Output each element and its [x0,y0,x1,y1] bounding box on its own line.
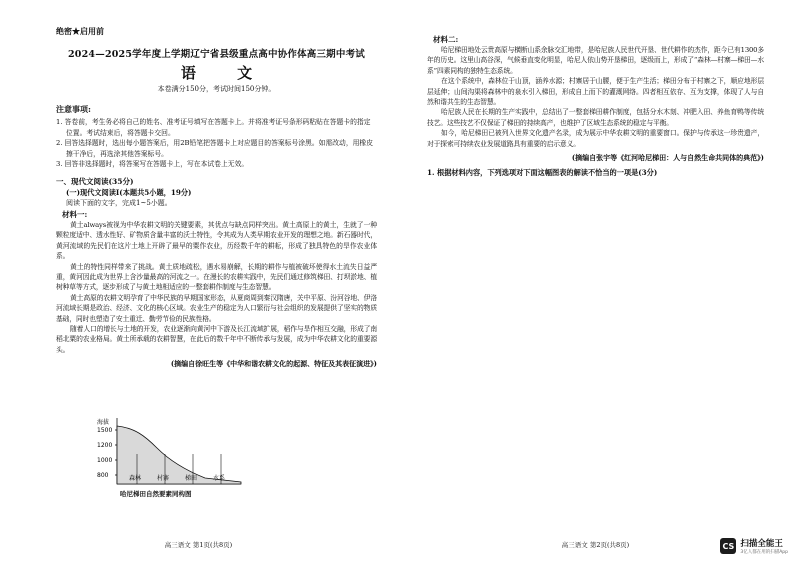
source-citation: (摘编自徐旺生等《中华和谐农耕文化的起源、特征及其表征演进》) [170,359,377,369]
paragraph: 哈尼梯田地处云贵高原与横断山系余脉交汇地带，是哈尼族人民世代开垦、世代耕作的杰作，距今已有1300多年的历史。这里山高谷深，气候垂直变化明显，哈尼人依山势开垦梯田，逐级而上，形成了“森林—村寨—梯田—水系”四素同构的独特生态系统。 [427,46,764,75]
paragraph: 随着人口的增长与土地的开发，农业逐渐向黄河中下游及长江流域扩展，稻作与旱作相互交融，形成了南稻北粟的农业格局。黄土所承载的农耕智慧，在此后的数千年中不断传承与发展，成为中华农耕文化的重要源头。 [56,325,377,354]
right-page [397,0,794,561]
scanner-tagline: 3亿人都在用的扫描App [740,550,788,555]
notice-item: 2. 回答选择题时，选出每小题答案后，用2B铅笔把答题卡上对应题目的答案标号涂黑。如需改动，用橡皮擦干净后，再选涂其他答案标号。 [56,139,374,158]
y-ticks [97,427,117,479]
terrace-diagram-svg [95,414,245,490]
y-tick-label: 800 [97,472,109,479]
zone-label: 梯田 [185,475,198,482]
paragraph: 黄土的特性同样带来了挑战。黄土质地疏松，遇水易崩解，长期的耕作与植被破坏使得水土流失日益严重，黄河因此成为世界上含沙量最高的河流之一。在漫长的农耕实践中，先民们通过修筑梯田、打坝淤地、植树种草等方式，逐步形成了与黄土地相适应的一整套耕作制度与生态智慧。 [56,262,377,292]
notice-heading: 注意事项: [56,104,91,114]
page-footer: 高三语文 第2页(共8页) [561,541,630,549]
scanner-app-name: 扫描全能王 [740,539,783,549]
zone-label: 水系 [213,475,226,482]
question-1: 1. 根据材料内容，下列选项对下面这幅图表的解读不恰当的一项是(3分) [427,168,658,178]
notice-item: 1. 答卷前，考生务必将自己的姓名、准考证号填写在答题卡上。并将准考证号条形码粘贴在答题卡的指定位置。考试结束后，将答题卡交回。 [56,118,371,137]
paragraph: 黄土高原的农耕文明孕育了中华民族的早期国家形态，从夏商周到秦汉隋唐，关中平原、汾河谷地、伊洛河流域长期是政治、经济、文化的核心区域。农业生产的稳定为人口繁衍与社会组织的发展提供了坚实的物质基础，同时也塑造了安土重迁、勤劳节俭的民族性格。 [56,293,377,323]
instruction: 阅读下面的文字，完成1~5小题。 [66,198,172,207]
zone-label: 森林 [129,475,142,482]
paragraph: 哈尼族人民在长期的生产实践中，总结出了一整套梯田耕作制度，包括分水木刻、冲肥入田、养鱼育鸭等传统技艺。这些技艺不仅保证了梯田的持续高产，也维护了区域生态系统的稳定与平衡。 [427,108,764,127]
paragraph: 在这个系统中，森林位于山顶，涵养水源；村寨居于山腰，便于生产生活；梯田分布于村寨之下，顺应地形层层延伸；山间沟渠将森林中的泉水引入梯田，形成自上而下的灌溉网络。四者相互依存、互为支撑，体现了人与自然和谐共生的生态智慧。 [427,77,764,107]
scanner-logo-icon: CS [720,538,736,554]
paragraph: 黄土always被视为中华农耕文明的关键要素，其优点与缺点同样突出。黄土高原上的黄土，生就了一种颗粒度适中、透水性好、矿物质含量丰富的沃土特性，令其成为人类早期农业开发的理想之地。新石器时代，黄河流域的先民们在这片土地上开辟了最早的粟作农业，历经数千年的耕耘，形成了独具特色的旱作农业体系。 [56,220,377,261]
subsection-heading: (一)现代文阅读Ⅰ(本题共5小题，19分) [66,187,192,197]
y-tick-label: 1200 [97,442,113,449]
exam-title: 2024—2025学年度上学期辽宁省县级重点高中协作体高三期中考试 [68,49,365,60]
score-note: 本卷满分150分，考试时间150分钟。 [157,85,276,93]
source-citation: (摘编自张宇等《红河哈尼梯田：人与自然生命共同体的典范》) [571,153,764,163]
zone-label: 村寨 [157,475,170,482]
y-tick-label: 1500 [97,427,113,434]
diagram-caption: 哈尼梯田自然要素同构图 [120,490,192,498]
paragraph: 如今，哈尼梯田已被列入世界文化遗产名录，成为展示中华农耕文明的重要窗口。保护与传承这一珍贵遗产，对于探索可持续农业发展道路具有重要的启示意义。 [427,129,764,148]
scanner-watermark [720,537,788,555]
y-axis-label: 海拔 [97,419,110,426]
material-label: 材料二: [433,35,459,44]
terrace-diagram [95,414,245,490]
subject-title: 语 文 [180,64,271,82]
material-label: 材料一: [62,209,88,219]
secret-mark: 绝密★启用前 [56,26,104,36]
section-heading: 一、现代文阅读(35分) [56,176,134,186]
page-footer: 高三语文 第1页(共8页) [164,541,233,549]
notice-item: 3. 回答非选择题时，将答案写在答题卡上，写在本试卷上无效。 [56,160,249,169]
y-tick-label: 1000 [97,457,113,464]
